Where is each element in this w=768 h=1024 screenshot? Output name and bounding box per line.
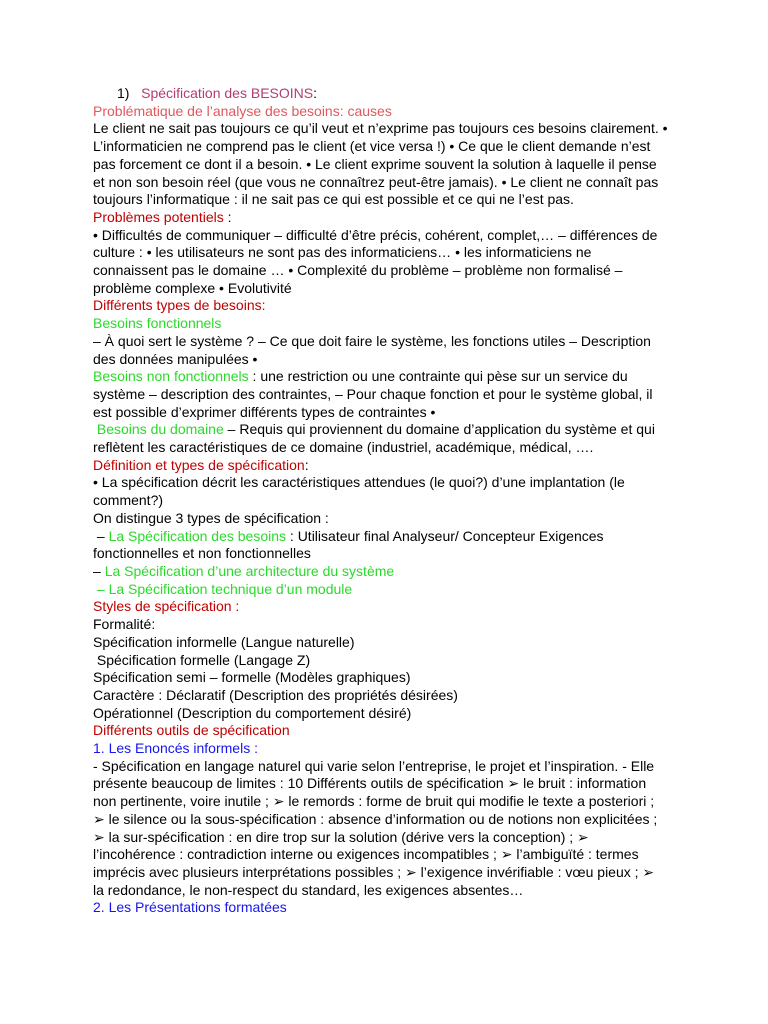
spec-type-besoins: – La Spécification des besoins : Utilisateur final Analyseur/ Concepteur Exigences: [93, 527, 604, 544]
text-line: est possible d’exprimer différents types de contraintes •: [93, 403, 436, 420]
text-line: reflètent les caractéristiques de ce domaine (industriel, académique, médical, ….: [93, 439, 594, 456]
text-line: Formalité:: [93, 616, 156, 633]
besoins-non-fonctionnels-label: Besoins non fonctionnels: [93, 368, 249, 385]
text-line: pas forcement ce dont il a besoin. • Le client exprime souvent la solution à laquelle il pense: [93, 155, 657, 172]
definition-heading: Définition et types de spécification:: [93, 456, 309, 473]
document-body: [93, 85, 673, 917]
text-line: Spécification informelle (Langue naturelle): [93, 633, 355, 650]
text-line: L’informaticien ne comprend pas le client (et vice versa !) • Ce que le client demande n’est: [93, 138, 651, 155]
enonces-heading: 1. Les Enoncés informels :: [93, 740, 258, 757]
spec-type-architecture: – La Spécification d’une architecture du système: [93, 562, 395, 579]
text-line: Spécification semi – formelle (Modèles graphiques): [93, 669, 411, 686]
text-line: fonctionnelles et non fonctionnelles: [93, 545, 311, 562]
text-line: toujours l’informatique : il ne sait pas ce qui est possible et ce qui ne l’est pas.: [93, 191, 574, 208]
text-line: - Spécification en langage naturel qui varie selon l’entreprise, le projet et l’inspiration. - Elle: [93, 757, 655, 774]
text-line: l’incohérence : contradiction interne ou exigences incompatibles ; ➢ l’ambiguïté : termes: [93, 846, 639, 863]
text-line: et non son besoin réel (que vous ne connaîtrez peut-être jamais). • Le client ne connaît pas: [93, 173, 659, 190]
section-title: Spécification des BESOINS: [141, 85, 314, 101]
text-line: comment?): [93, 492, 164, 509]
text-line: culture : • les utilisateurs ne sont pas des informaticiens… • les informaticiens ne: [93, 244, 592, 261]
presentations-heading: 2. Les Présentations formatées: [93, 899, 287, 916]
styles-heading: Styles de spécification :: [93, 598, 240, 615]
spec-type-architecture-label: La Spécification d’une architecture du système: [104, 562, 395, 579]
text-line: ➢ la sur-spécification : en dire trop sur la solution (dérive vers la conception) ; ➢: [93, 828, 589, 845]
spec-type-besoins-label: La Spécification des besoins: [108, 527, 287, 544]
text-line: système – description des contraintes, – Pour chaque fonction et pour le système global, il: [93, 385, 653, 402]
spec-type-technique: – La Spécification technique d’un module: [93, 580, 353, 597]
text-line: Caractère : Déclaratif (Description des propriétés désirées): [93, 686, 458, 703]
text-line: On distingue 3 types de spécification :: [93, 509, 329, 526]
text-line: • La spécification décrit les caractéristiques attendues (le quoi?) d’une implantation (le: [93, 474, 625, 491]
text-line: non pertinente, voire inutile ; ➢ le remords : forme de bruit qui modifie le texte a posteriori ;: [93, 793, 655, 810]
text-line: Opérationnel (Description du comportement désiré): [93, 704, 412, 721]
besoins-fonctionnels-label: Besoins fonctionnels: [93, 315, 222, 332]
text-line: problème complexe • Evolutivité: [93, 279, 292, 296]
text-line: présente beaucoup de limites : 10 Différents outils de spécification ➢ le bruit : information: [93, 775, 647, 792]
besoins-non-fonctionnels: Besoins non fonctionnels : une restriction ou une contrainte qui pèse sur un service du: [93, 368, 628, 385]
text-line: – À quoi sert le système ? – Ce que doit faire le système, les fonctions utiles – Description: [93, 332, 651, 349]
problematique-heading: Problématique de l’analyse des besoins: causes: [93, 102, 392, 119]
types-besoins-heading: Différents types de besoins:: [93, 297, 266, 314]
text-line: Le client ne sait pas toujours ce qu’il veut et n’exprime pas toujours ces besoins clairement. •: [93, 120, 668, 137]
text-line: la redondance, le non-respect du standard, les exigences absentes…: [93, 881, 524, 898]
text-line: imprécis avec plusieurs interprétations possibles ; ➢ l’exigence invérifiable : vœu pieux ; ➢: [93, 863, 655, 880]
section-1-heading: 1) Spécification des BESOINS:: [117, 85, 317, 101]
section-number: 1): [117, 85, 130, 101]
text-line: des données manipulées •: [93, 350, 258, 367]
text-line: • Difficultés de communiquer – difficulté d’être précis, cohérent, complet,… – différences de: [93, 226, 658, 243]
text-line: connaissent pas le domaine … • Complexité du problème – problème non formalisé –: [93, 262, 623, 279]
text-line: Spécification formelle (Langage Z): [93, 651, 311, 668]
problemes-heading: Problèmes potentiels :: [93, 208, 232, 225]
besoins-domaine-label: Besoins du domaine: [96, 421, 224, 438]
outils-heading: Différents outils de spécification: [93, 722, 290, 739]
text-line: ➢ le silence ou la sous-spécification : absence d’information ou de notions non explicitées ;: [93, 810, 658, 827]
besoins-domaine: Besoins du domaine – Requis qui proviennent du domaine d’application du système et qui: [96, 421, 655, 438]
